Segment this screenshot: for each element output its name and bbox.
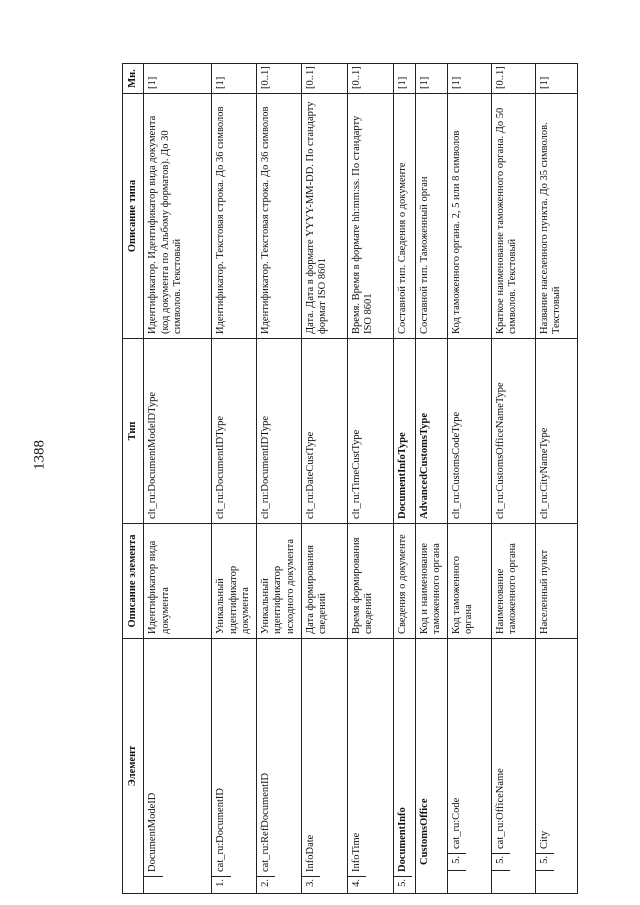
type-description: Идентификатор. Идентификатор вида документа (код документа по Альбому форматов). До 30 символов. Текстовый <box>144 94 212 339</box>
element-name: DocumentModeID <box>147 792 158 872</box>
element-type: AdvancedCustomsType <box>415 339 447 524</box>
type-description: Название населенного пункта. До 35 символов. Текстовый <box>535 94 577 339</box>
row-number: 1. <box>212 876 231 893</box>
element-description: Населенный пункт <box>535 524 577 639</box>
element-description: Дата формирования сведений <box>301 524 347 639</box>
row-number <box>416 877 435 893</box>
type-description: Дата. Дата в формате YYYY-MM-DD. По стандарту формат ISO 8601 <box>301 94 347 339</box>
row-number: 3. <box>302 876 321 893</box>
multiplicity: [0..1] <box>491 64 535 94</box>
table-row <box>447 64 491 894</box>
element-description: Идентификатор вида документа <box>144 524 212 639</box>
element-type: clt_ru:DocumentModelDType <box>144 339 212 524</box>
table-header-row <box>123 64 144 894</box>
element-cell <box>212 639 257 894</box>
multiplicity: [0..1] <box>301 64 347 94</box>
table-row <box>491 64 535 894</box>
element-description: Код таможенного органа <box>447 524 491 639</box>
element-cell <box>144 639 212 894</box>
multiplicity: [1] <box>212 64 257 94</box>
element-cell <box>393 639 415 894</box>
table-row <box>212 64 257 894</box>
element-type: clt_ru:CustomsCodeType <box>447 339 491 524</box>
row-number: 5. <box>448 853 467 871</box>
table-row <box>535 64 577 894</box>
element-description: Код и наименование таможенного органа <box>415 524 447 639</box>
table-row <box>256 64 301 894</box>
element-type: clt_ru:DocumentIDType <box>256 339 301 524</box>
element-name: CustomsOffice <box>418 798 430 865</box>
element-description: Уникальный идентификатор исходного документа <box>256 524 301 639</box>
document-table-area <box>122 64 563 894</box>
row-number: 2. <box>257 876 276 893</box>
multiplicity: [0..1] <box>347 64 393 94</box>
table-row <box>144 64 212 894</box>
element-name: InfoTime <box>350 832 362 872</box>
header-multiplicity: Мн. <box>123 64 144 94</box>
type-description: Код таможенного органа. 2, 5 или 8 символов <box>447 94 491 339</box>
table-row <box>347 64 393 894</box>
row-number: 5. <box>536 853 555 871</box>
table-body <box>144 64 578 894</box>
element-type: clt_ru:CityNameType <box>535 339 577 524</box>
row-number: 5. <box>394 876 413 893</box>
multiplicity: [1] <box>144 64 212 94</box>
multiplicity: [1] <box>393 64 415 94</box>
type-description: Составной тип. Сведения о документе <box>393 94 415 339</box>
type-description: Краткое наименование таможенного органа. До 50 символов. Текстовый <box>491 94 535 339</box>
type-description: Составной тип. Таможенный орган <box>415 94 447 339</box>
header-element: Элемент <box>123 639 144 894</box>
element-name: cat_ru:RefDocumentID <box>259 772 271 872</box>
element-name: InfoDate <box>304 834 316 872</box>
element-description: Уникальный идентификатор документа <box>212 524 257 639</box>
element-cell <box>535 639 577 894</box>
row-number: 4. <box>348 876 367 893</box>
multiplicity: [0..1] <box>256 64 301 94</box>
element-name: cat_ru:Code <box>450 797 462 849</box>
element-name: City <box>538 830 550 849</box>
element-type: DocumentInfoType <box>393 339 415 524</box>
type-description: Идентификатор. Текстовая строка. До 36 символов <box>256 94 301 339</box>
type-description: Идентификатор. Текстовая строка. До 36 символов <box>212 94 257 339</box>
element-name: cat_ru:OfficeName <box>494 768 506 849</box>
header-element-description: Описание элемента <box>123 524 144 639</box>
element-cell <box>256 639 301 894</box>
element-type: clt_ru:DateCustType <box>301 339 347 524</box>
element-description: Сведения о документе <box>393 524 415 639</box>
type-description: Время. Время в формате hh:mm:ss. По стандарту ISO 8601 <box>347 94 393 339</box>
element-type: clt_ru:TimeCustType <box>347 339 393 524</box>
row-number <box>144 876 163 893</box>
element-cell <box>447 639 491 894</box>
table-row <box>415 64 447 894</box>
header-type: Тип <box>123 339 144 524</box>
element-cell <box>301 639 347 894</box>
element-name: DocumentInfo <box>396 807 408 872</box>
element-cell <box>491 639 535 894</box>
element-description: Время формирования сведений <box>347 524 393 639</box>
element-table <box>122 63 578 894</box>
row-number: 5. <box>492 853 511 871</box>
element-description: Наименование таможенного органа <box>491 524 535 639</box>
multiplicity: [1] <box>415 64 447 94</box>
page-number: 1388 <box>31 440 48 470</box>
element-cell <box>347 639 393 894</box>
rotated-table-container <box>122 64 563 894</box>
header-type-description: Описание типа <box>123 94 144 339</box>
multiplicity: [1] <box>447 64 491 94</box>
element-type: clt_ru:DocumentIDType <box>212 339 257 524</box>
table-row <box>393 64 415 894</box>
multiplicity: [1] <box>535 64 577 94</box>
element-type: clt_ru:CustomsOfficeNameType <box>491 339 535 524</box>
table-row <box>301 64 347 894</box>
element-name: cat_ru:DocumentID <box>215 788 226 872</box>
element-cell <box>415 639 447 894</box>
